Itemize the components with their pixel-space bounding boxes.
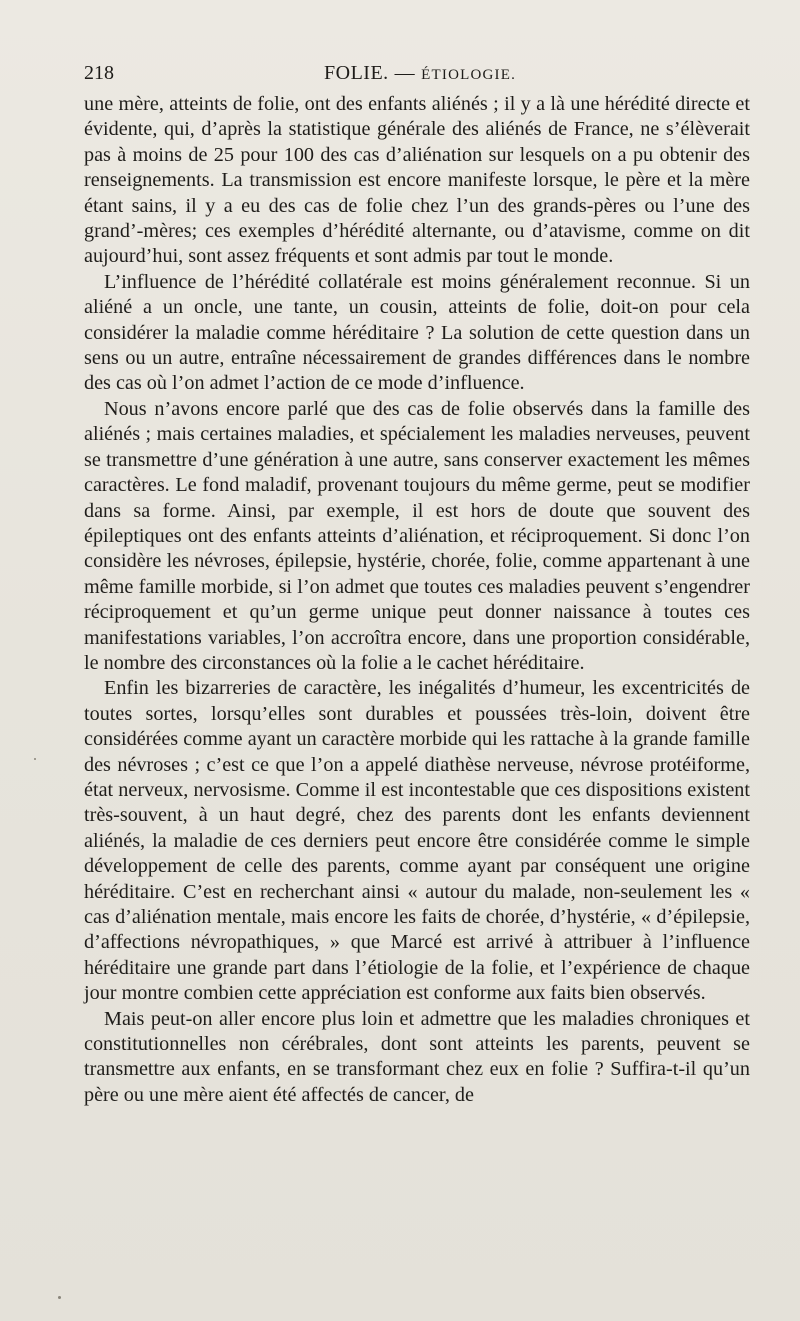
title-separator: — <box>394 62 416 84</box>
paragraph-collateral-heredity: L’influence de l’hérédité collatérale est moins généralement reconnue. Si un aliéné a un oncle, une tante, un cousin, atteints de folie, doit-on pour cela considérer la maladie comme héréditaire ? La solution de cette question dans un sens ou un autre, entraîne nécessairement de grandes différences dans le nombre des cas où l’on admet l’action de ce mode d’influence. <box>84 270 750 395</box>
body-text <box>84 92 750 1108</box>
page-number: 218 <box>84 62 114 84</box>
chapter-title: FOLIE. <box>324 62 389 84</box>
running-title <box>324 62 516 85</box>
running-header <box>84 62 750 86</box>
paragraph-nervous-diseases: Nous n’avons encore parlé que des cas de folie observés dans la famille des aliénés ; mais certaines maladies, et spécialement les maladies nerveuses, peuvent se transmettre d’une génération à une autre, sans conserver exactement les mêmes caractères. Le fond maladif, provenant toujours du même germe, peut se modifier dans sa forme. Ainsi, par exemple, il est hors de doute que souvent des épileptiques ont des enfants atteints d’aliénation, et réciproquement. Si donc l’on considère les névroses, épilepsie, hystérie, chorée, folie, comme appartenant à une même famille morbide, si l’on admet que toutes ces maladies peuvent s’engendrer réciproquement et qu’un germe unique peut donner naissance à toutes ces manifestations variables, l’on accroîtra encore, dans une proportion considérable, le nombre des circonstances où la folie a le cachet héréditaire. <box>84 397 750 674</box>
paragraph-bizarreries: Enfin les bizarreries de caractère, les inégalités d’humeur, les excentricités de toutes sortes, lorsqu’elles sont durables et poussées très-loin, doivent être considérées comme ayant un caractère morbide qui les rattache à la grande famille des névroses ; c’est ce que l’on a appelé diathèse nerveuse, névrose protéiforme, état nerveux, nervosisme. Comme il est incontestable que ces dispositions existent très-souvent, à un haut degré, chez des parents dont les enfants deviennent aliénés, la maladie de ces derniers peut encore être considérée comme le simple développement de celle des parents, comme ayant par conséquent une origine héréditaire. C’est en recherchant ainsi « autour du malade, non-seulement les « cas d’aliénation mentale, mais encore les faits de chorée, d’hystérie, « d’épilepsie, d’affections névropathiques, » que Marcé est arrivé à attribuer à l’influence héréditaire une grande part dans l’étiologie de la folie, et l’expérience de chaque jour montre combien cette appréciation est conforme aux faits bien observés. <box>84 677 750 1005</box>
section-title: ÉTIOLOGIE. <box>421 67 517 83</box>
paper-speck <box>34 758 36 760</box>
paragraph-continued: une mère, atteints de folie, ont des enfants aliénés ; il y a là une hérédité directe et évidente, qui, d’après la statistique générale des aliénés de France, ne s’élèverait pas à moins de 25 pour 100 des cas d’aliénation sur lesquels on a pu obtenir des renseignements. La transmission est encore manifeste lorsque, le père et la mère étant sains, il y a eu des cas de folie chez l’un des grands-pères ou l’une des grand’-mères; ces exemples d’hérédité alternante, ou d’atavisme, comme on dit aujourd’hui, sont assez fréquents et sont admis par tout le monde. <box>84 93 750 268</box>
paper-speck <box>58 1296 61 1299</box>
paragraph-chronic-diseases: Mais peut-on aller encore plus loin et admettre que les maladies chroniques et constitutionnelles non cérébrales, dont sont atteints les parents, peuvent se transmettre aux enfants, en se transformant chez eux en folie ? Suffira-t-il qu’un père ou une mère aient été affectés de cancer, de <box>84 1007 750 1106</box>
